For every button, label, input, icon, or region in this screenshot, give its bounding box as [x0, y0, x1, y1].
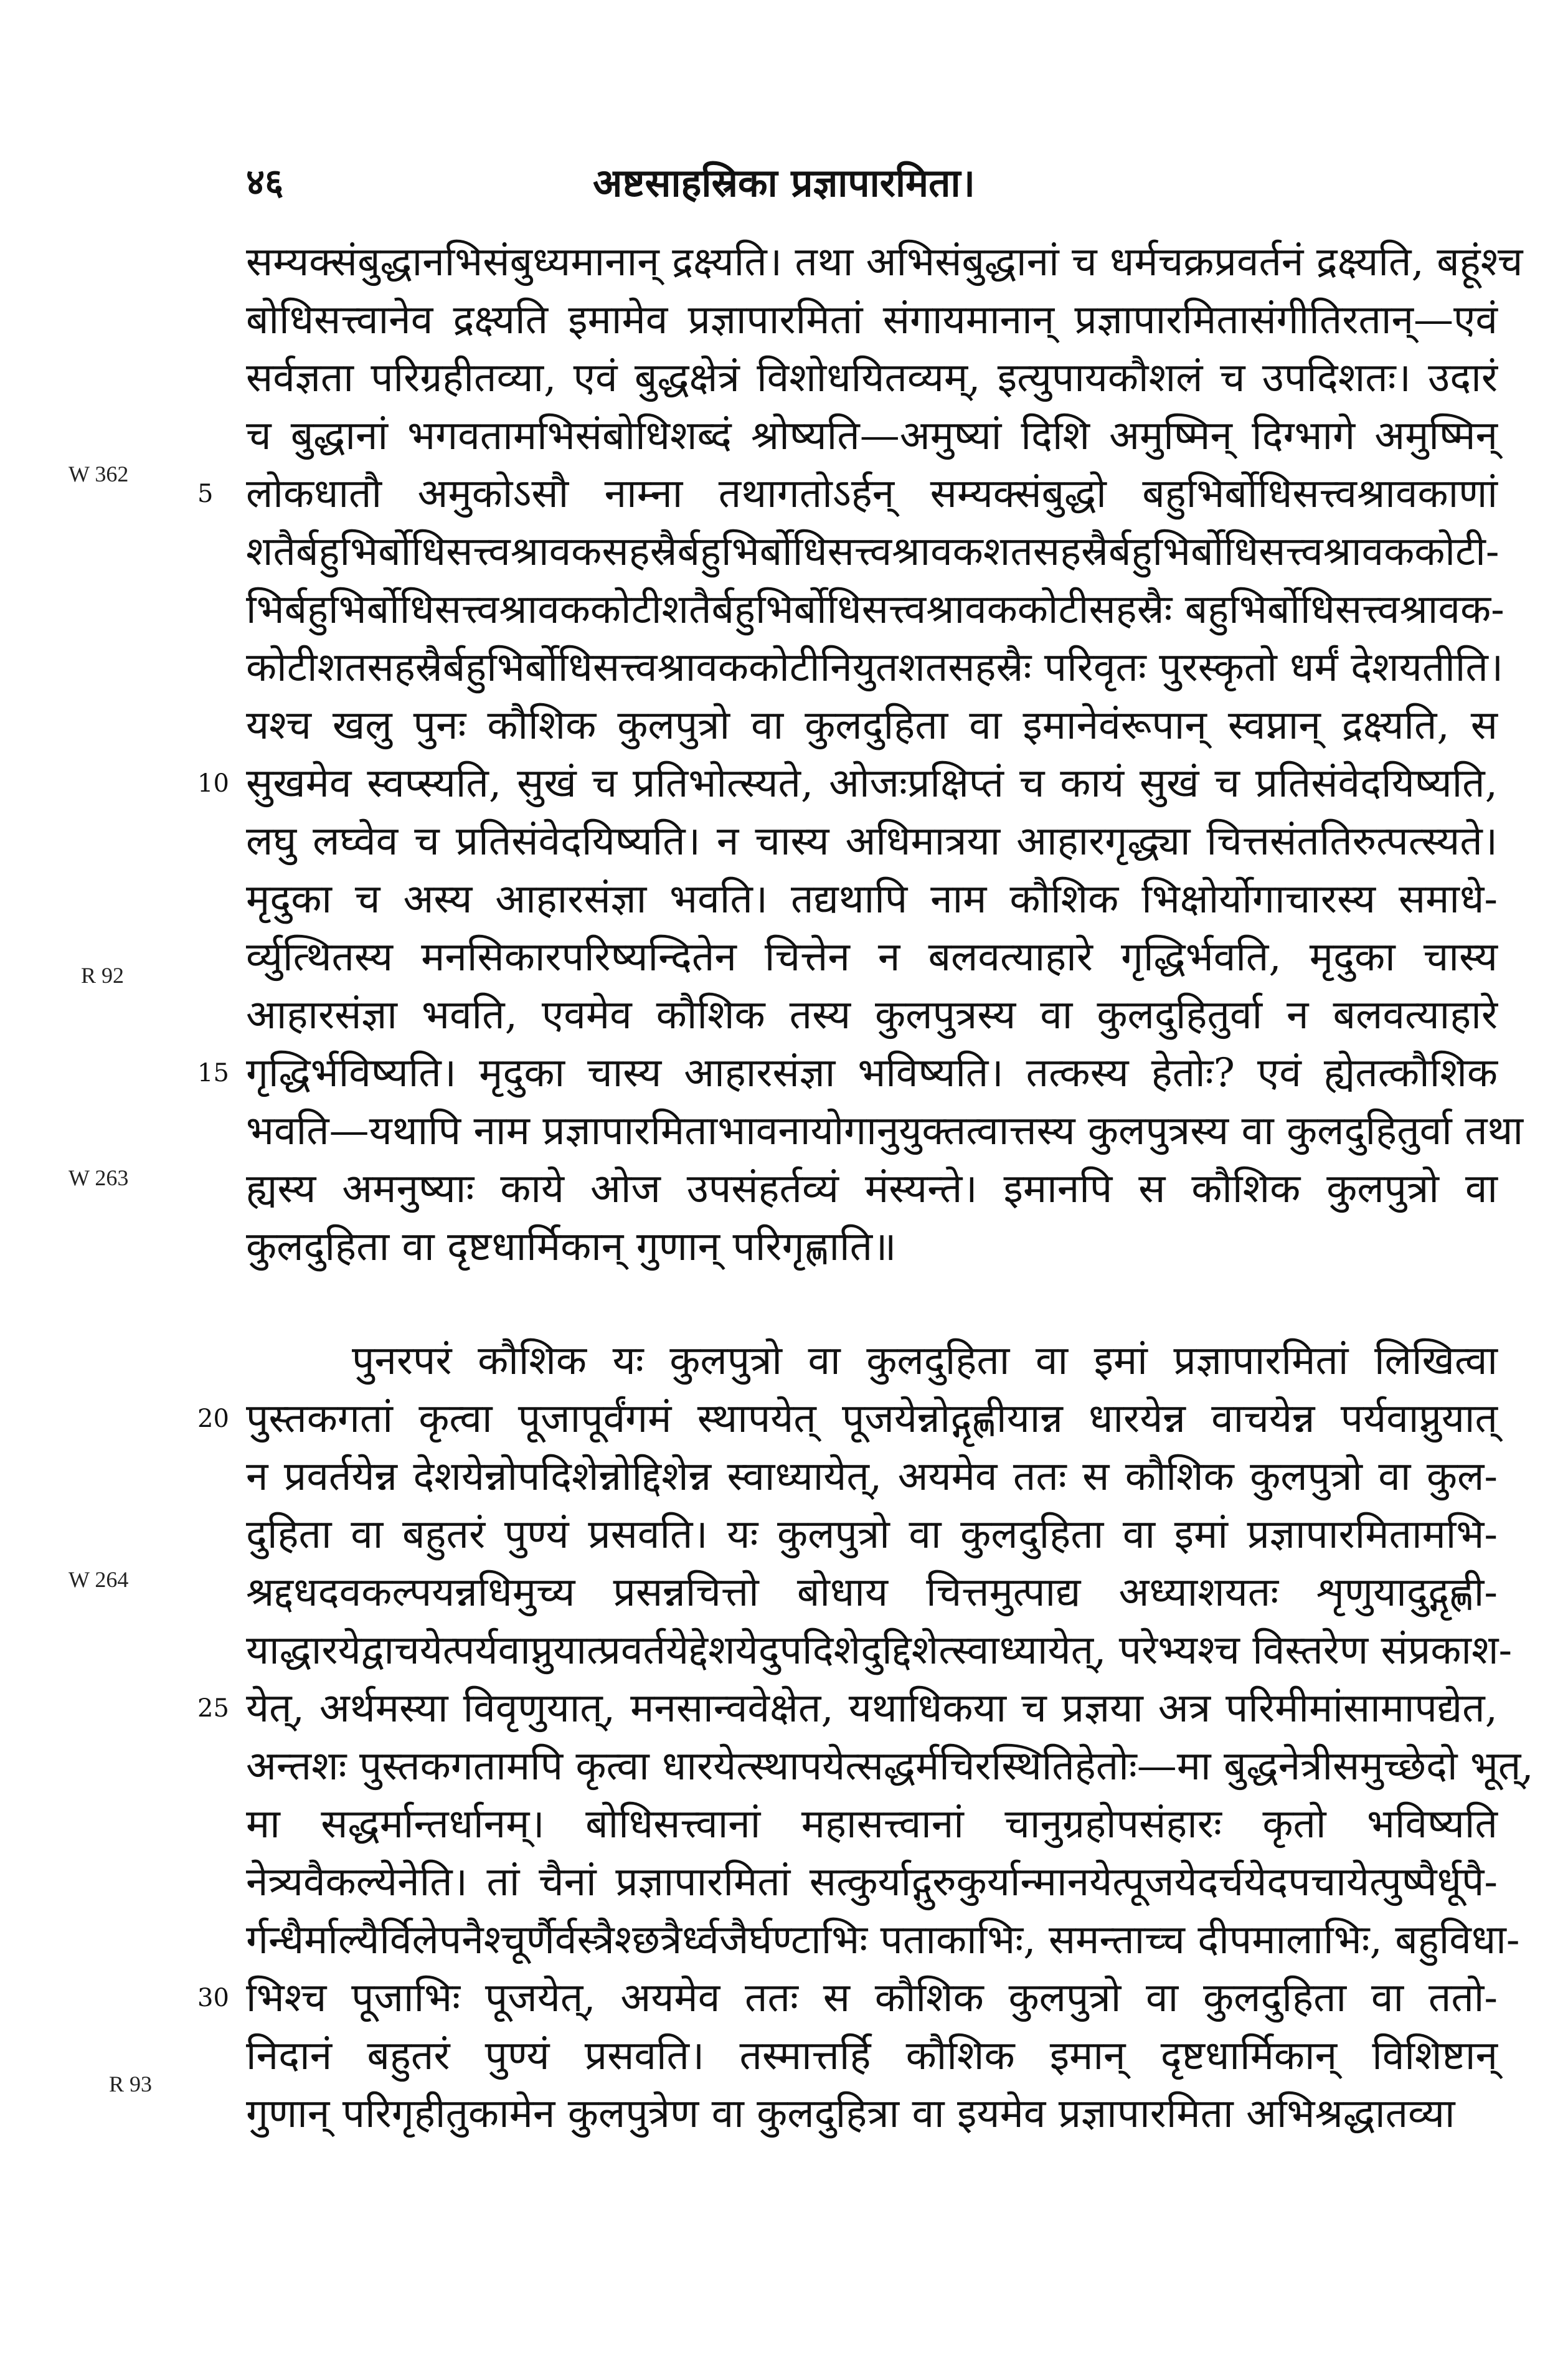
line-text: पुनरपरं कौशिक यः कुलपुत्रो वा कुलदुहिता वा इमां प्रज्ञापारमितां लिखित्वा [352, 1338, 1498, 1384]
text-line [197, 1680, 1498, 1738]
text-line [246, 349, 1498, 407]
line-text: सम्यक्संबुद्धानभिसंबुध्यमानान् द्रक्ष्यति। तथा अभिसंबुद्धानां च धर्मचक्रप्रवर्तनं द्रक्ष्यति, बहूंश्च [246, 239, 1523, 285]
margin-reference: R 93 [109, 2072, 153, 2096]
text-line [246, 2027, 1498, 2085]
text-line [246, 1218, 1498, 1276]
line-text: गुणान् परिगृहीतुकामेन कुलपुत्रेण वा कुलदुहित्रा वा इयमेव प्रज्ञापारमिता अभिश्रद्धातव्या [246, 2091, 1455, 2137]
page-header [0, 156, 1568, 212]
line-number: 5 [197, 480, 214, 508]
line-text: अन्तशः पुस्तकगतामपि कृत्वा धारयेत्स्थापयेत्सद्धर्मचिरस्थितिहेतोः—मा बुद्धनेत्रीसमुच्छेदो भूत्, [246, 1743, 1534, 1789]
line-text: बोधिसत्त्वानेव द्रक्ष्यति इमामेव प्रज्ञापारमितां संगायमानान् प्रज्ञापारमितासंगीतिरतान्—एवं [246, 297, 1498, 343]
body-text [197, 234, 1534, 2143]
line-number: 20 [197, 1404, 229, 1433]
line-text: मृदुका च अस्य आहारसंज्ञा भवति। तद्यथापि नाम कौशिक भिक्षोर्योगाचारस्य समाधे- [246, 876, 1498, 922]
text-line [246, 871, 1498, 929]
line-text: लोकधातौ अमुकोऽसौ नाम्ना तथागतोऽर्हन् सम्यक्संबुद्धो बहुभिर्बोधिसत्त्वश्रावकाणां [246, 471, 1498, 517]
text-line [246, 1332, 1498, 1390]
line-text: भिर्बहुभिर्बोधिसत्त्वश्रावककोटीशतैर्बहुभिर्बोधिसत्त्वश्रावककोटीसहस्रैः बहुभिर्बोधिसत्त्वश्रावक- [246, 587, 1504, 633]
text-line [246, 2085, 1498, 2143]
margin-reference: R 92 [81, 963, 125, 988]
text-line [246, 1448, 1498, 1506]
line-text: श्रद्दधदवकल्पयन्नधिमुच्य प्रसन्नचित्तो बोधाय चित्तमुत्पाद्य अध्याशयतः शृणुयादुद्गृह्णी- [246, 1570, 1498, 1616]
text-line [197, 1969, 1498, 2027]
line-text: पुस्तकगतां कृत्वा पूजापूर्वंगमं स्थापयेत् पूजयेन्नोद्गृह्णीयान्न धारयेन्न वाचयेन्न पर्यवाप्नुयात् [246, 1396, 1498, 1442]
line-text: निदानं बहुतरं पुण्यं प्रसवति। तस्मात्तर्हि कौशिक इमान् दृष्टधार्मिकान् विशिष्टान् [246, 2033, 1498, 2079]
text-line [246, 581, 1504, 639]
text-line [246, 639, 1504, 697]
text-line [246, 697, 1498, 755]
line-text: गृद्धिर्भविष्यति। मृदुका चास्य आहारसंज्ञा भविष्यति। तत्कस्य हेतोः? एवं ह्येतत्कौशिक [246, 1050, 1498, 1096]
running-title: अष्टसाहस्रिका प्रज्ञापारमिता। [592, 160, 976, 206]
text-line [246, 1738, 1534, 1796]
paragraph [197, 234, 1524, 1276]
line-text: र्व्युत्थितस्य मनसिकारपरिष्यन्दितेन चित्तेन न बलवत्याहारे गृद्धिर्भवति, मृदुका चास्य [246, 934, 1498, 980]
text-line [246, 291, 1498, 349]
text-line [197, 1390, 1498, 1448]
text-line [197, 755, 1498, 813]
line-number: 10 [197, 769, 229, 798]
text-line [246, 523, 1498, 581]
text-line [246, 929, 1498, 987]
line-text: न प्रवर्तयेन्न देशयेन्नोपदिशेन्नोद्दिशेन्न स्वाध्यायेत्, अयमेव ततः स कौशिक कुलपुत्रो वा कुल- [246, 1454, 1498, 1500]
text-line [246, 407, 1498, 465]
line-text: सर्वज्ञता परिग्रहीतव्या, एवं बुद्धक्षेत्रं विशोधयितव्यम्, इत्युपायकौशलं च उपदिशतः। उदारं [246, 355, 1498, 401]
line-text: नेत्र्यवैकल्येनेति। तां चैनां प्रज्ञापारमितां सत्कुर्याद्गुरुकुर्यान्मानयेत्पूजयेदर्चयेदपचायेत्पुष्पैर्धूपै- [246, 1859, 1498, 1905]
text-line [246, 1102, 1524, 1160]
line-text: यश्च खलु पुनः कौशिक कुलपुत्रो वा कुलदुहिता वा इमानेवंरूपान् स्वप्नान् द्रक्ष्यति, स [246, 703, 1498, 749]
text-line [246, 1564, 1498, 1622]
text-line [197, 465, 1498, 523]
line-number: 15 [197, 1059, 229, 1087]
line-text: दुहिता वा बहुतरं पुण्यं प्रसवति। यः कुलपुत्रो वा कुलदुहिता वा इमां प्रज्ञापारमितामभि- [246, 1512, 1498, 1558]
text-line [246, 1796, 1498, 1854]
text-line [246, 234, 1523, 291]
paragraph [197, 1332, 1534, 2143]
line-text: सुखमेव स्वप्स्यति, सुखं च प्रतिभोत्स्यते, ओजःप्रक्षिप्तं च कायं सुखं च प्रतिसंवेदयिष्यति, [246, 760, 1498, 807]
line-text: मा सद्धर्मान्तर्धानम्। बोधिसत्त्वानां महासत्त्वानां चानुग्रहोपसंहारः कृतो भविष्यति [246, 1801, 1498, 1847]
line-text: र्गन्धैर्माल्यैर्विलेपनैश्चूर्णैर्वस्त्रैश्छत्रैर्ध्वजैर्घण्टाभिः पताकाभिः, समन्ताच्च दीपमालाभिः, बहुविधा- [246, 1917, 1520, 1963]
margin-reference: W 264 [68, 1567, 129, 1592]
line-text: भिश्च पूजाभिः पूजयेत्, अयमेव ततः स कौशिक कुलपुत्रो वा कुलदुहिता वा ततो- [246, 1975, 1498, 2021]
text-line [246, 1506, 1498, 1564]
line-text: भवति—यथापि नाम प्रज्ञापारमिताभावनायोगानुयुक्तत्वात्तस्य कुलपुत्रस्य वा कुलदुहितुर्वा तथा [246, 1108, 1524, 1154]
paragraph-gap [246, 1276, 1498, 1332]
line-text: आहारसंज्ञा भवति, एवमेव कौशिक तस्य कुलपुत्रस्य वा कुलदुहितुर्वा न बलवत्याहारे [246, 992, 1498, 1038]
text-line [246, 1160, 1498, 1218]
line-text: च बुद्धानां भगवतामभिसंबोधिशब्दं श्रोष्यति—अमुष्यां दिशि अमुष्मिन् दिग्भागे अमुष्मिन् [246, 413, 1498, 459]
line-text: याद्धारयेद्वाचयेत्पर्यवाप्नुयात्प्रवर्तयेद्देशयेदुपदिशेदुद्दिशेत्स्वाध्यायेत्, परेभ्यश्च विस्तरेण संप्रकाश- [246, 1627, 1513, 1674]
line-number: 25 [197, 1694, 229, 1723]
line-text: लघु लघ्वेव च प्रतिसंवेदयिष्यति। न चास्य अधिमात्रया आहारगृद्ध्या चित्तसंततिरुत्पत्स्यते। [246, 818, 1498, 864]
line-number: 30 [197, 1984, 229, 2012]
text-line [246, 813, 1498, 871]
line-text: कुलदुहिता वा दृष्टधार्मिकान् गुणान् परिगृह्णाति॥ [246, 1224, 897, 1270]
text-line [246, 1622, 1513, 1680]
text-line [197, 1044, 1498, 1102]
line-text: येत्, अर्थमस्या विवृणुयात्, मनसान्ववेक्षेत, यथाधिकया च प्रज्ञया अत्र परिमीमांसामापद्येत, [246, 1685, 1498, 1731]
text-line [246, 1854, 1498, 1911]
margin-reference: W 362 [68, 462, 129, 486]
text-line [246, 1911, 1520, 1969]
text-line [246, 987, 1498, 1044]
margin-reference: W 263 [68, 1165, 129, 1190]
page-number: ४६ [246, 161, 284, 203]
line-text: कोटीशतसहस्रैर्बहुभिर्बोधिसत्त्वश्रावककोटीनियुतशतसहस्रैः परिवृतः पुरस्कृतो धर्मं देशयतीति। [246, 645, 1504, 691]
line-text: शतैर्बहुभिर्बोधिसत्त्वश्रावकसहस्रैर्बहुभिर्बोधिसत्त्वश्रावकशतसहस्रैर्बहुभिर्बोधिसत्त्वश्रावककोटी- [246, 529, 1500, 575]
line-text: ह्यस्य अमनुष्याः काये ओज उपसंहर्तव्यं मंस्यन्ते। इमानपि स कौशिक कुलपुत्रो वा [246, 1166, 1498, 1212]
